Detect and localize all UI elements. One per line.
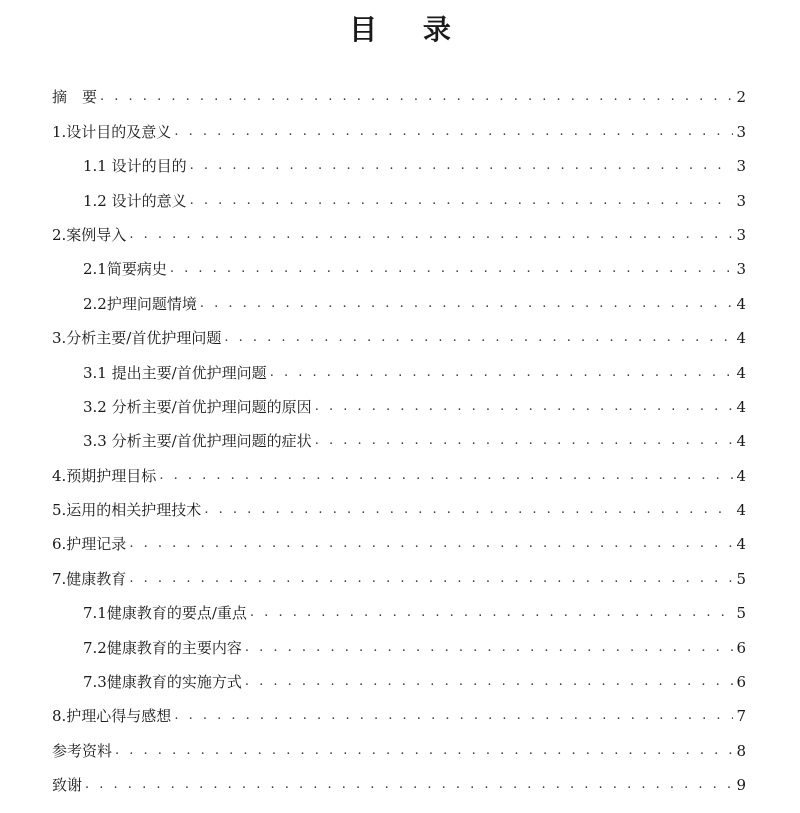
toc-entry-label: 1.1 设计的目的 bbox=[83, 157, 187, 176]
toc-entry-page-number: 3 bbox=[736, 225, 746, 244]
toc-entry-label: 3.1 提出主要/首优护理问题 bbox=[83, 363, 267, 382]
toc-dot-leader bbox=[315, 390, 733, 424]
toc-dot-leader bbox=[204, 493, 733, 527]
toc-entry[interactable] bbox=[52, 321, 746, 355]
toc-dot-leader bbox=[174, 699, 733, 733]
toc-entry-page-number: 3 bbox=[736, 157, 746, 176]
toc-dot-leader bbox=[159, 459, 733, 493]
toc-dot-leader bbox=[129, 562, 733, 596]
toc-entry-page-number: 4 bbox=[736, 501, 746, 520]
toc-dot-leader bbox=[224, 321, 733, 355]
toc-entry-page-number: 4 bbox=[736, 363, 746, 382]
toc-entry-label: 7.健康教育 bbox=[52, 569, 127, 588]
toc-entry-label: 3.分析主要/首优护理问题 bbox=[52, 329, 222, 348]
toc-entry-page-number: 3 bbox=[736, 260, 746, 279]
toc-entry-label: 4.预期护理目标 bbox=[52, 466, 157, 485]
toc-title: 目 录 bbox=[349, 13, 469, 46]
toc-entry[interactable] bbox=[52, 699, 746, 733]
toc-entry-label: 8.护理心得与感想 bbox=[52, 707, 172, 726]
toc-dot-leader bbox=[100, 80, 733, 114]
toc-entry[interactable] bbox=[52, 630, 746, 664]
toc-entry-label: 7.2健康教育的主要内容 bbox=[83, 638, 242, 657]
toc-entry[interactable] bbox=[52, 390, 746, 424]
toc-entry-label: 5.运用的相关护理技术 bbox=[52, 501, 202, 520]
toc-entry[interactable] bbox=[52, 733, 746, 767]
toc-entry-page-number: 7 bbox=[736, 707, 746, 726]
toc-entry-page-number: 4 bbox=[736, 535, 746, 554]
toc-entry-label: 2.1简要病史 bbox=[83, 260, 167, 279]
toc-entry[interactable] bbox=[52, 527, 746, 561]
toc-entry-page-number: 4 bbox=[736, 294, 746, 313]
toc-entry-page-number: 8 bbox=[736, 741, 746, 760]
toc-dot-leader bbox=[245, 631, 733, 665]
toc-dot-leader bbox=[250, 596, 733, 630]
toc-dot-leader bbox=[129, 527, 733, 561]
toc-entry-page-number: 6 bbox=[736, 673, 746, 692]
toc-entry[interactable] bbox=[52, 458, 746, 492]
toc-entry-page-number: 4 bbox=[736, 397, 746, 416]
toc-entry[interactable] bbox=[52, 286, 746, 320]
toc-entry[interactable] bbox=[52, 80, 746, 114]
toc-entry-page-number: 5 bbox=[736, 604, 746, 623]
toc-entry[interactable] bbox=[52, 355, 746, 389]
toc-entry-page-number: 6 bbox=[736, 638, 746, 657]
toc-dot-leader bbox=[200, 287, 733, 321]
toc-entry-page-number: 4 bbox=[736, 466, 746, 485]
toc-dot-leader bbox=[129, 218, 733, 252]
toc-entry[interactable] bbox=[52, 149, 746, 183]
toc-entry-label: 致谢 bbox=[52, 776, 83, 795]
toc-entry-label: 1.2 设计的意义 bbox=[83, 191, 187, 210]
toc-entry[interactable] bbox=[52, 218, 746, 252]
toc-entry[interactable] bbox=[52, 665, 746, 699]
toc-entry-label: 3.2 分析主要/首优护理问题的原因 bbox=[83, 397, 312, 416]
toc-dot-leader bbox=[315, 424, 733, 458]
toc-entry[interactable] bbox=[52, 424, 746, 458]
toc-entry[interactable] bbox=[52, 183, 746, 217]
toc-entry-label: 1.设计目的及意义 bbox=[52, 122, 172, 141]
toc-entry[interactable] bbox=[52, 768, 746, 802]
toc-entry-label: 2.案例导入 bbox=[52, 225, 127, 244]
toc-dot-leader bbox=[190, 149, 733, 183]
toc-entry-label: 3.3 分析主要/首优护理问题的症状 bbox=[83, 432, 312, 451]
toc-entry[interactable] bbox=[52, 596, 746, 630]
toc-entry[interactable] bbox=[52, 114, 746, 148]
toc-entry-page-number: 5 bbox=[736, 569, 746, 588]
toc-entry-label: 2.2护理问题情境 bbox=[83, 294, 197, 313]
toc-entry-label: 摘 要 bbox=[52, 88, 98, 107]
toc-dot-leader bbox=[245, 665, 733, 699]
toc-entry[interactable] bbox=[52, 252, 746, 286]
toc-entry-page-number: 4 bbox=[736, 432, 746, 451]
toc-entry-page-number: 9 bbox=[736, 776, 746, 795]
toc-list bbox=[52, 80, 746, 802]
toc-entry-page-number: 3 bbox=[736, 122, 746, 141]
toc-dot-leader bbox=[174, 115, 733, 149]
toc-entry-label: 6.护理记录 bbox=[52, 535, 127, 554]
toc-entry-label: 7.3健康教育的实施方式 bbox=[83, 673, 242, 692]
toc-dot-leader bbox=[115, 734, 733, 768]
toc-dot-leader bbox=[190, 184, 733, 218]
toc-entry-page-number: 4 bbox=[736, 329, 746, 348]
toc-entry-page-number: 2 bbox=[736, 88, 746, 107]
toc-dot-leader bbox=[85, 768, 733, 802]
toc-entry[interactable] bbox=[52, 561, 746, 595]
toc-entry-label: 7.1健康教育的要点/重点 bbox=[83, 604, 247, 623]
toc-entry-label: 参考资料 bbox=[52, 741, 113, 760]
toc-dot-leader bbox=[170, 252, 733, 286]
toc-entry-page-number: 3 bbox=[736, 191, 746, 210]
toc-dot-leader bbox=[270, 356, 733, 390]
toc-entry[interactable] bbox=[52, 493, 746, 527]
